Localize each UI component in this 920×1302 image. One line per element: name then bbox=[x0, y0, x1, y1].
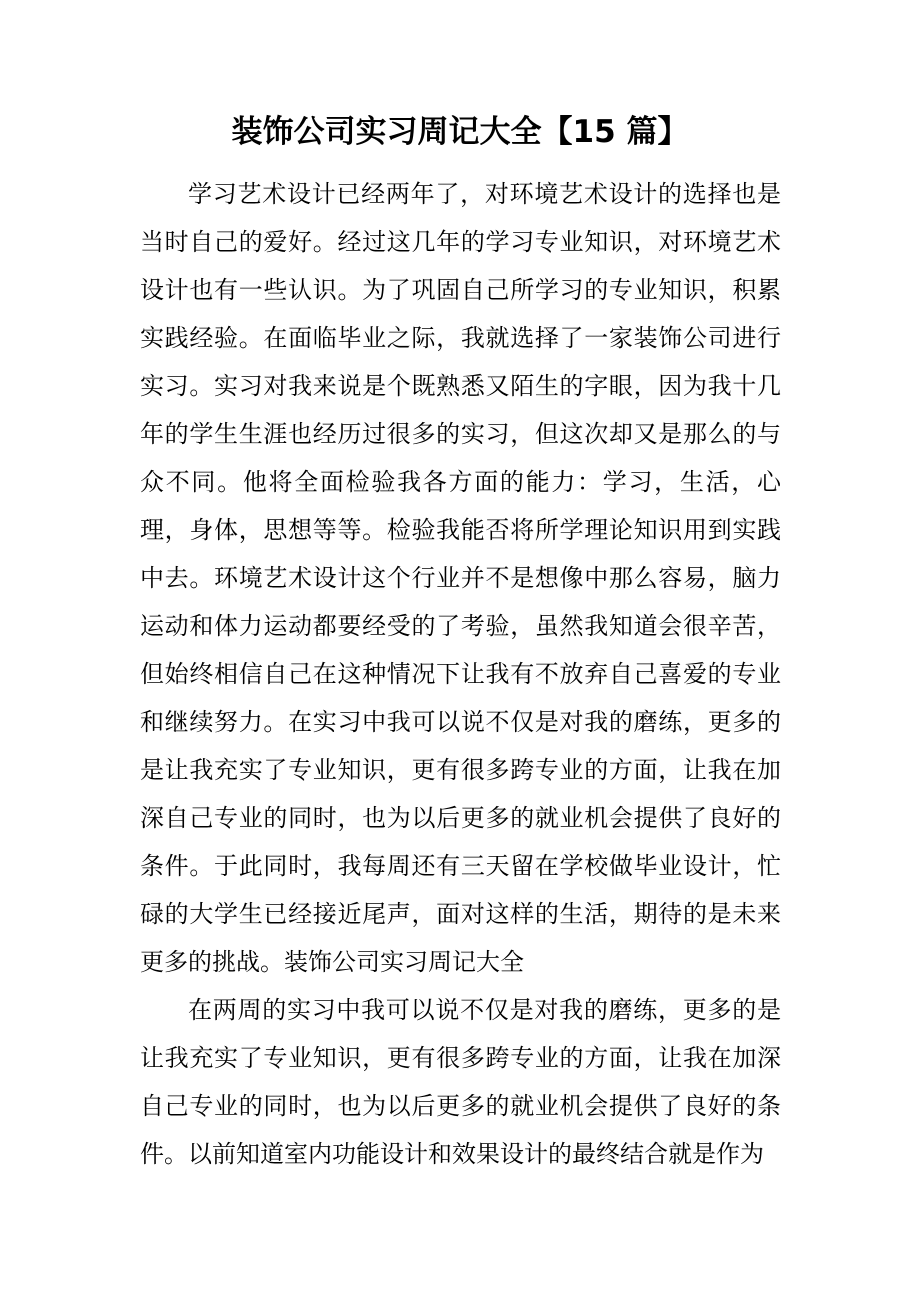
document-title: 装饰公司实习周记大全【15 篇】 bbox=[231, 114, 689, 150]
paragraph-1: 学习艺术设计已经两年了，对环境艺术设计的选择也是当时自己的爱好。经过这几年的学习专业知识，对环境艺术设计也有一些认识。为了巩固自己所学习的专业知识，积累实践经验。在面临毕业之际，我就选择了一家装饰公司进行实习。实习对我来说是个既熟悉又陌生的字眼，因为我十几年的学生生涯也经历过很多的实习，但这次却又是那么的与众不同。他将全面检验我各方面的能力：学习，生活，心理，身体，思想等等。检验我能否将所学理论知识用到实践中去。环境艺术设计这个行业并不是想像中那么容易，脑力运动和体力运动都要经受的了考验，虽然我知道会很辛苦，但始终相信自己在这种情况下让我有不放弃自己喜爱的专业和继续努力。在实习中我可以说不仅是对我的磨练，更多的是让我充实了专业知识，更有很多跨专业的方面，让我在加深自己专业的同时，也为以后更多的就业机会提供了良好的条件。于此同时，我每周还有三天留在学校做毕业设计，忙碌的大学生已经接近尾声，面对这样的生活，期待的是未来更多的挑战。装饰公司实习周记大全 bbox=[140, 180, 781, 976]
document-body bbox=[140, 170, 781, 1178]
paragraph-2: 在两周的实习中我可以说不仅是对我的磨练，更多的是让我充实了专业知识，更有很多跨专业的方面，让我在加深自己专业的同时，也为以后更多的就业机会提供了良好的条件。以前知道室内功能设计和效果设计的最终结合就是作为 bbox=[140, 996, 781, 1168]
